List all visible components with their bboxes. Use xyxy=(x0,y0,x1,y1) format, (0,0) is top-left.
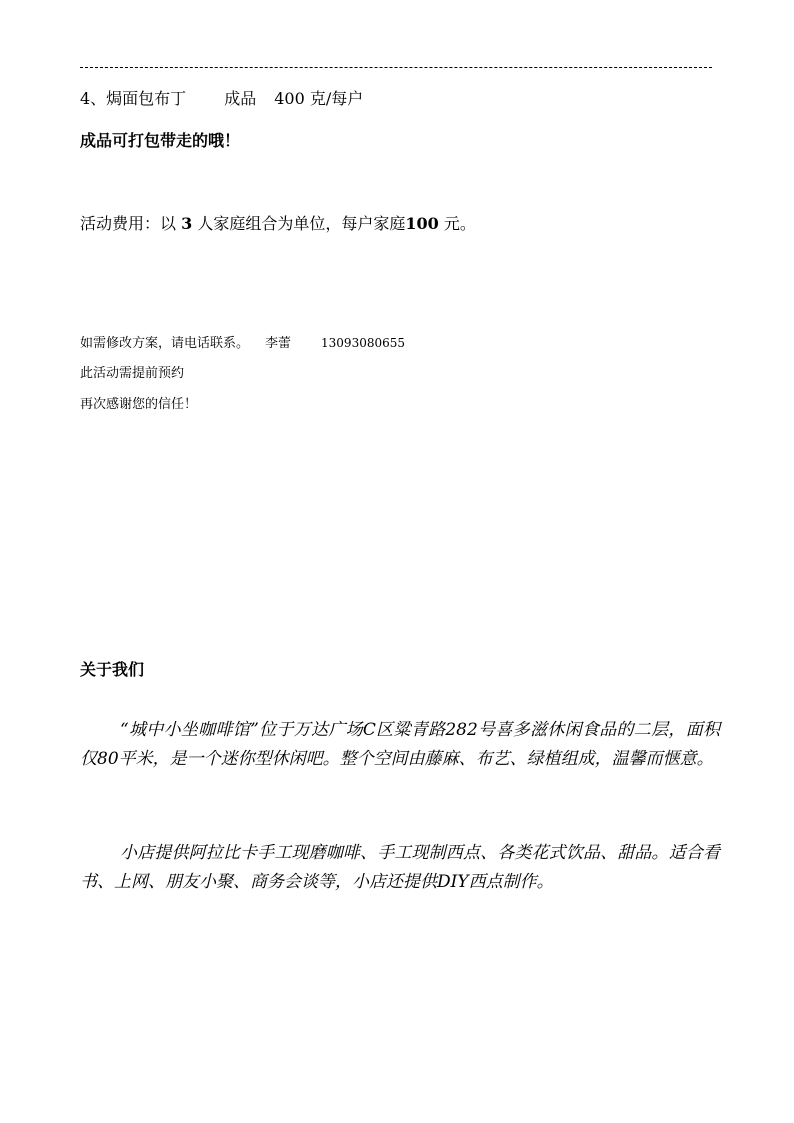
fee-amount: 100 xyxy=(405,214,439,233)
menu-item-4-label: 成品 xyxy=(224,89,257,108)
takeaway-note: 成品可打包带走的哦！ xyxy=(80,131,241,150)
fee-prefix: 活动费用：以 xyxy=(80,214,177,233)
dashed-divider xyxy=(80,67,712,68)
contact-phone: 13093080655 xyxy=(321,336,406,350)
contact-text: 如需修改方案，请电话联系。 xyxy=(80,336,250,351)
menu-item-4 xyxy=(80,89,363,109)
contact-name: 李蕾 xyxy=(265,336,292,351)
about-paragraph-1: “城中小坐咖啡馆”位于万达广场C区粱青路282号喜多滋休闲食品的二层，面积仅80平米，是一个迷你型休闲吧。整个空间由藤麻、布艺、绿植组成，温馨而惬意。 xyxy=(80,720,720,769)
about-paragraph-2: 小店提供阿拉比卡手工现磨咖啡、手工现制西点、各类花式饮品、甜品。适合看书、上网、朋友小聚、商务会谈等，小店还提供DIY西点制作。 xyxy=(80,843,720,892)
thanks-note: 再次感谢您的信任！ xyxy=(80,397,198,412)
contact-line xyxy=(80,334,405,353)
activity-fee xyxy=(80,214,476,234)
fee-num-people: 3 xyxy=(181,214,193,233)
reservation-note: 此活动需提前预约 xyxy=(80,366,185,381)
fee-mid: 人家庭组合为单位，每户家庭 xyxy=(197,214,406,233)
about-us-heading: 关于我们 xyxy=(80,660,145,679)
fee-suffix: 元。 xyxy=(443,214,476,233)
menu-item-4-name: 4、焗面包布丁 xyxy=(80,89,187,108)
menu-item-4-amount: 400 克/每户 xyxy=(274,89,364,108)
